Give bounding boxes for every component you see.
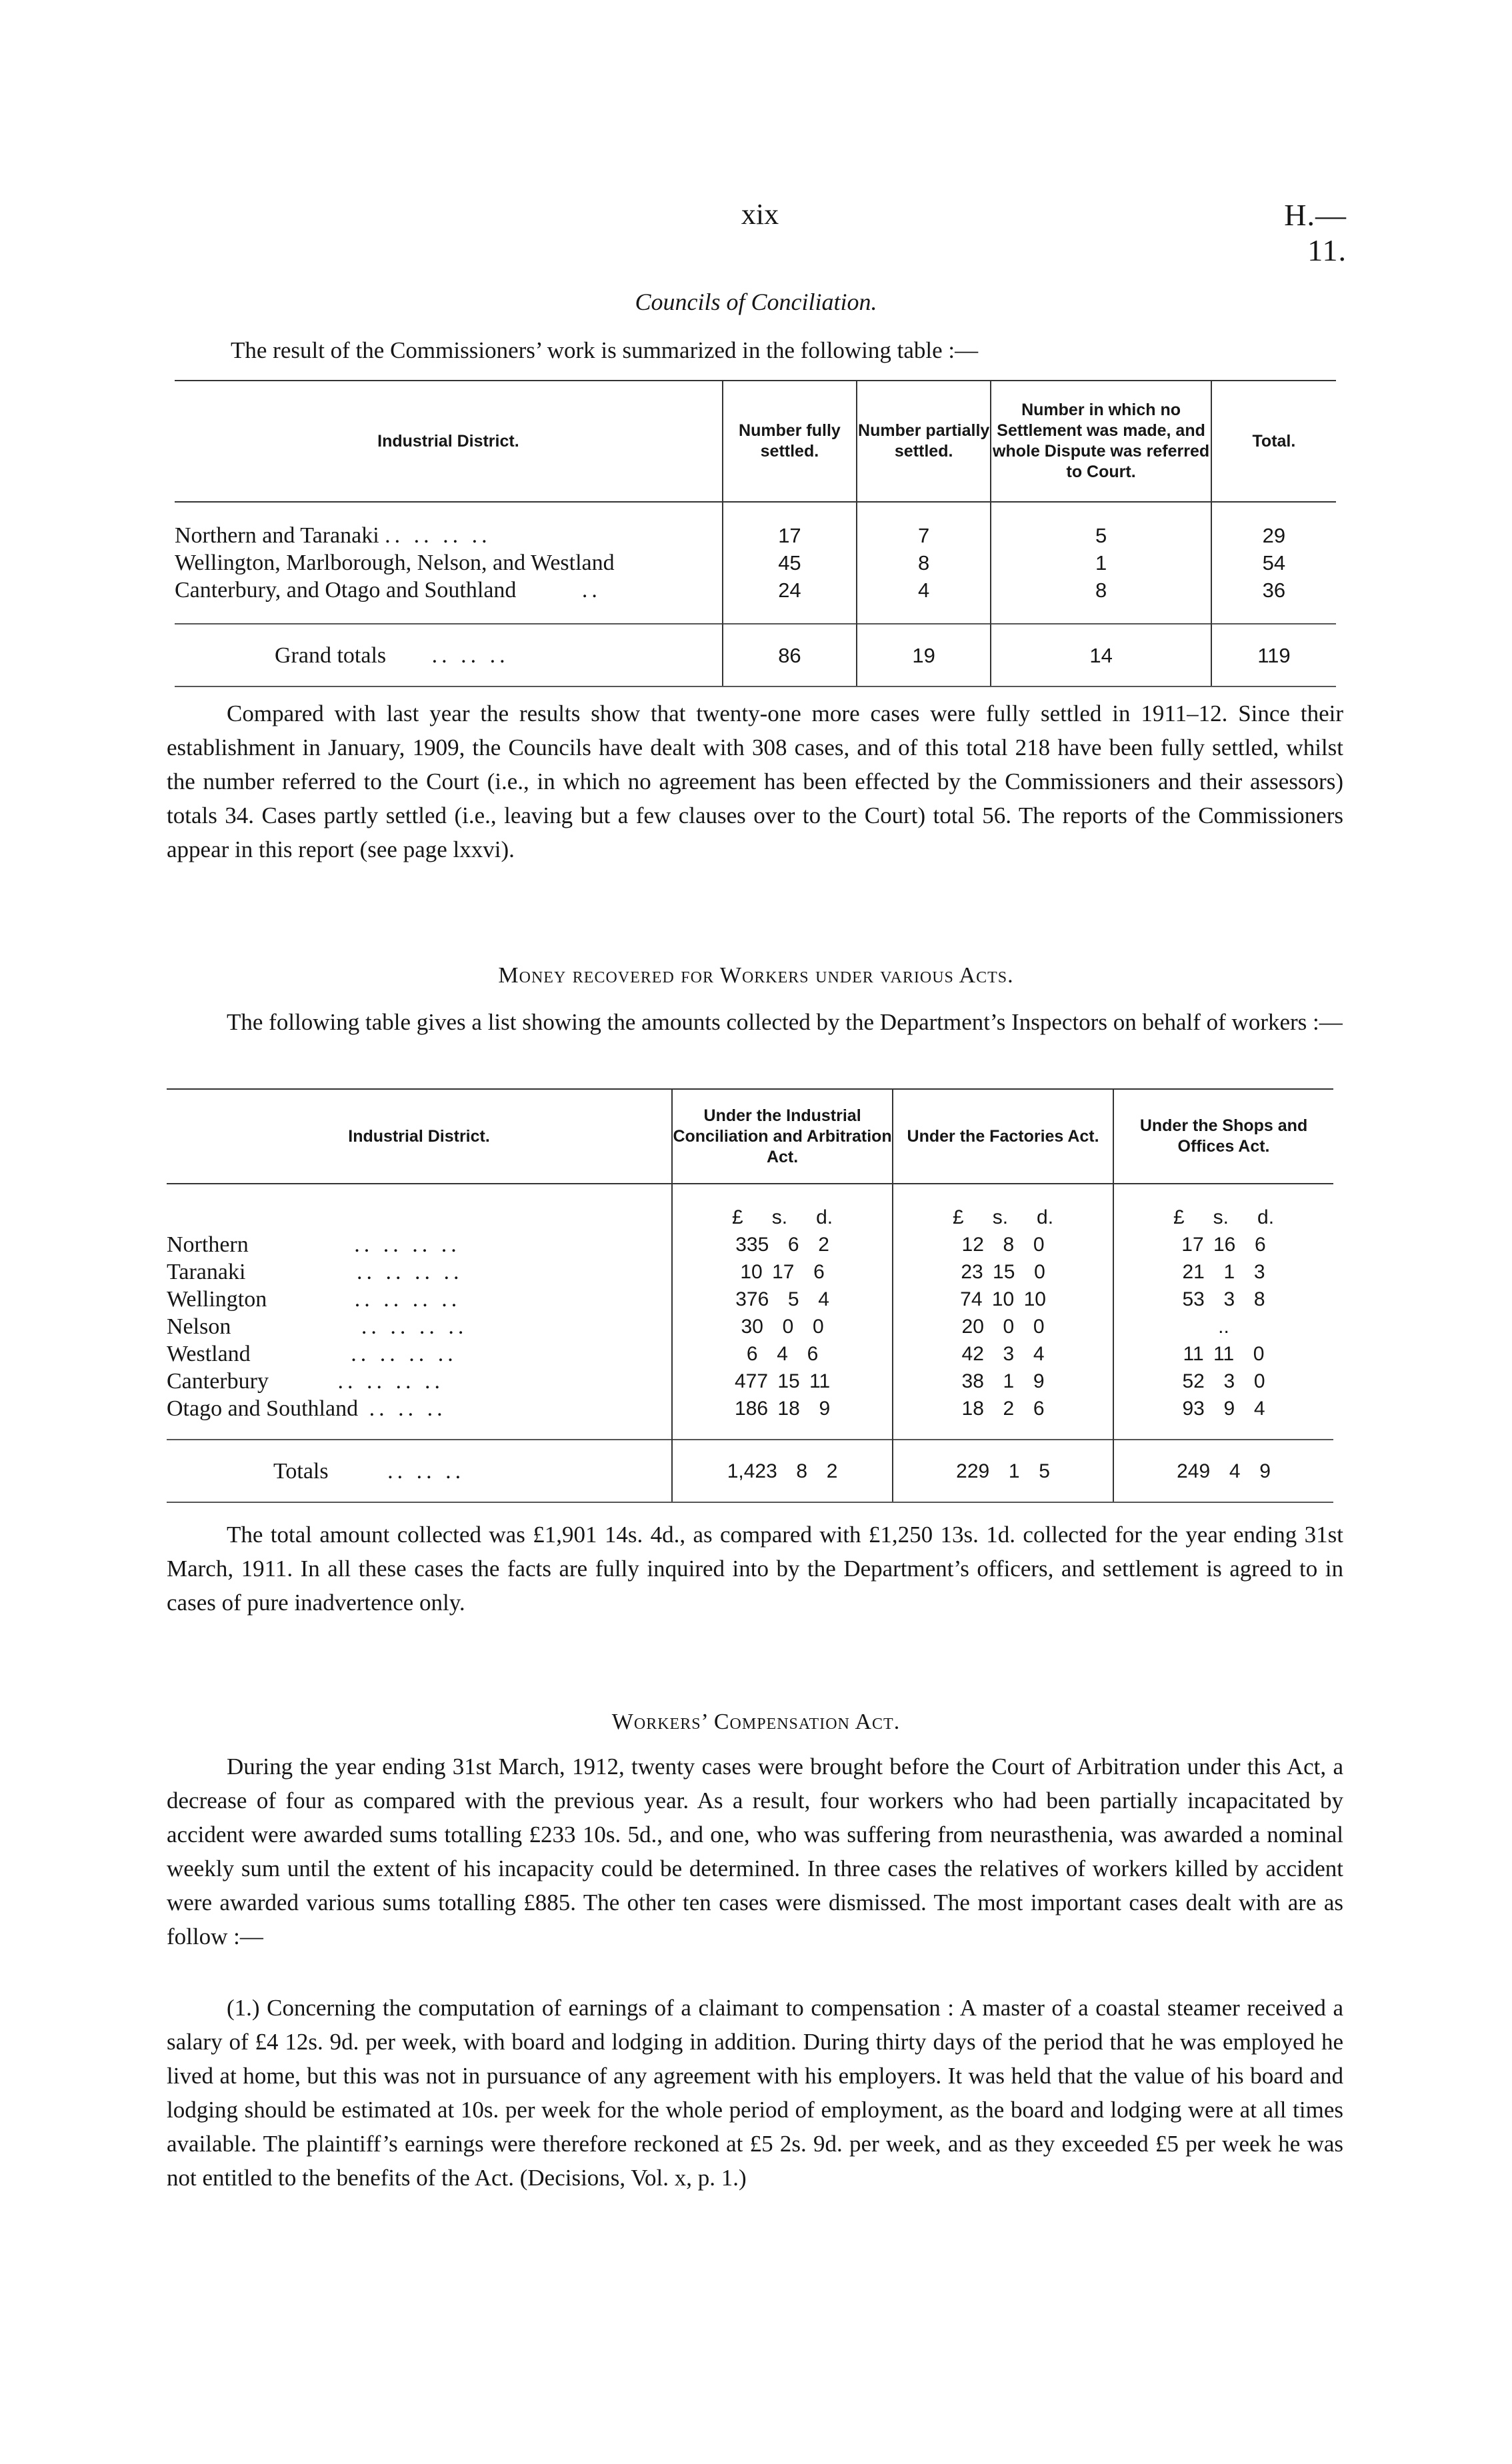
district-name: Nelson (167, 1314, 231, 1339)
cell-ica: 477 15 11 (672, 1368, 893, 1395)
cell-factories: 20 0 0 (893, 1313, 1113, 1340)
money-table (167, 1088, 1333, 1503)
leader-dots: .. .. .. .. (354, 1232, 461, 1257)
table-row (167, 1340, 1333, 1368)
cell-shops: 93 9 4 (1113, 1395, 1333, 1422)
conciliation-paragraph: Compared with last year the results show that twenty-one more cases were fully settled in 1911–12. Since their establishment in January, 1909, the Councils have dealt with 308 cases, and of this total 218 have been fully settled, whilst the number referred to the Court (i.e., in which no agreement has been effected by the Commissioners and their assessors) totals 34. Cases partly settled (i.e., leaving but a few clauses over to the Court) total 56. The reports of the Commissioners appear in this report (see page lxxvi). (167, 700, 1343, 862)
compensation-paragraph-1: During the year ending 31st March, 1912, twenty cases were brought before the Court of Arbitration under this Act, a decrease of four as compared with the previous year. As a result, four workers who had been partially incapacitated by accident were awarded sums totalling £233 10s. 5d., and one, who was suffering from neurasthenia, was awarded a nominal weekly sum until the extent of his incapacity could be determined. In three cases the relatives of workers killed by accident were awarded various sums totalling £885. The other ten cases were dismissed. The most important cases dealt with are as follow :— (167, 1754, 1343, 1949)
table-row (175, 549, 1336, 577)
total-referred: 14 (991, 624, 1211, 686)
cell-partially: 7 (857, 522, 991, 549)
cell-ica: 10 17 6 (672, 1258, 893, 1286)
col-header-district: Industrial District. (167, 1089, 672, 1184)
cell-partially: 4 (857, 577, 991, 604)
district-name: Northern and Taranaki (175, 523, 379, 548)
cell-shops: 11 11 0 (1113, 1340, 1333, 1368)
total-shops: 249 4 9 (1113, 1440, 1333, 1502)
total-partially: 19 (857, 624, 991, 686)
cell-factories: 12 8 0 (893, 1231, 1113, 1258)
cell-total: 36 (1211, 577, 1336, 604)
cell-factories: 38 1 9 (893, 1368, 1113, 1395)
cell-shops: 52 3 0 (1113, 1368, 1333, 1395)
compensation-paragraph-2: (1.) Concerning the computation of earnings of a claimant to compensation : A master of a coastal steamer received a salary of £4 12s. 9d. per week, with board and lodging in addition. During thirty days of the period that he was employed he lived at home, but this was not in pursuance of any agreement with his employers. It was held that the value of his board and lodging should be estimated at 10s. per week for the whole period of employment, as the board and lodging were at all times available. The plaintiff’s earnings were therefore reckoned at £5 2s. 9d. per week, and as they exceeded £5 per week he was not entitled to the benefits of the Act. (Decisions, Vol. x, p. 1.) (167, 1995, 1343, 2191)
leader-dots: .. .. .. .. (361, 1314, 468, 1339)
district-name: Canterbury, and Otago and Southland (175, 578, 517, 603)
cell-ica: 30 0 0 (672, 1313, 893, 1340)
cell-fully: 45 (723, 549, 857, 577)
cell-referred: 5 (991, 522, 1211, 549)
units-label: £ s. d. (893, 1204, 1113, 1231)
cell-partially: 8 (857, 549, 991, 577)
cell-ica: 6 4 6 (672, 1340, 893, 1368)
district-name: Wellington (167, 1287, 267, 1312)
col-header-shops-act: Under the Shops and Offices Act. (1113, 1089, 1333, 1184)
leader-dots: .. .. .. (431, 642, 509, 668)
leader-dots: .. .. .. .. (354, 1287, 461, 1312)
table-row (167, 1258, 1333, 1286)
district-name: Northern (167, 1232, 249, 1257)
table-row (167, 1286, 1333, 1313)
table-row (167, 1368, 1333, 1395)
cell-total: 54 (1211, 549, 1336, 577)
cell-ica: 376 5 4 (672, 1286, 893, 1313)
table-row (167, 1313, 1333, 1340)
leader-dots: .. .. .. (387, 1458, 465, 1484)
col-header-fully-settled: Number fully settled. (723, 381, 857, 502)
page-number: xix (741, 198, 779, 231)
units-label: £ s. d. (1113, 1204, 1333, 1231)
cell-factories: 42 3 4 (893, 1340, 1113, 1368)
total-grand: 119 (1211, 624, 1336, 686)
money-paragraph: The total amount collected was £1,901 14s. 4d., as compared with £1,250 13s. 1d. collected for the year ending 31st March, 1911. In all these cases the facts are fully inquired into by the Department’s officers, and settlement is agreed to in cases of pure inadvertence only. (167, 1522, 1343, 1616)
leader-dots: .. (581, 578, 601, 603)
leader-dots: .. .. .. .. (337, 1369, 444, 1394)
col-header-referred: Number in which no Settlement was made, and whole Dispute was referred to Court. (991, 381, 1211, 502)
col-header-district: Industrial District. (175, 381, 723, 502)
col-header-partially-settled: Number partially settled. (857, 381, 991, 502)
table-row (167, 1395, 1333, 1422)
district-name: Taranaki (167, 1260, 246, 1284)
cell-ica: 335 6 2 (672, 1231, 893, 1258)
leader-dots: .. .. .. .. (356, 1260, 463, 1284)
cell-factories: 18 2 6 (893, 1395, 1113, 1422)
cell-fully: 24 (723, 577, 857, 604)
cell-shops: 21 1 3 (1113, 1258, 1333, 1286)
cell-referred: 1 (991, 549, 1211, 577)
totals-label: Grand totals (275, 642, 387, 668)
table-row (175, 522, 1336, 549)
district-name: Otago and Southland (167, 1396, 359, 1421)
cell-factories: 23 15 0 (893, 1258, 1113, 1286)
col-header-factories-act: Under the Factories Act. (893, 1089, 1113, 1184)
leader-dots: .. .. .. (369, 1396, 447, 1421)
conciliation-intro: The result of the Commissioners’ work is summarized in the following table :— (231, 337, 979, 363)
leader-dots: .. .. .. .. (385, 523, 491, 548)
total-factories: 229 1 5 (893, 1440, 1113, 1502)
section-heading-money: Money recovered for Workers under various Acts. (498, 963, 1014, 988)
section-heading-conciliation: Councils of Conciliation. (635, 289, 877, 315)
cell-shops: 17 16 6 (1113, 1231, 1333, 1258)
totals-row (167, 1440, 1333, 1502)
totals-label: Totals (273, 1458, 329, 1484)
col-header-ica-act: Under the Industrial Conciliation and Arbitration Act. (672, 1089, 893, 1184)
cell-total: 29 (1211, 522, 1336, 549)
cell-shops: .. (1113, 1313, 1333, 1340)
table-row (175, 577, 1336, 604)
cell-referred: 8 (991, 577, 1211, 604)
units-label: £ s. d. (672, 1204, 893, 1231)
money-intro: The following table gives a list showing the amounts collected by the Department’s Inspectors on behalf of workers :— (227, 1009, 1343, 1035)
document-reference: H.—11. (1284, 198, 1347, 267)
leader-dots: .. .. .. .. (351, 1342, 457, 1366)
currency-units-row (167, 1204, 1333, 1231)
total-ica: 1,423 8 2 (672, 1440, 893, 1502)
conciliation-table (175, 380, 1336, 687)
total-fully: 86 (723, 624, 857, 686)
cell-ica: 186 18 9 (672, 1395, 893, 1422)
totals-row (175, 624, 1336, 686)
table-row (167, 1231, 1333, 1258)
section-heading-compensation: Workers’ Compensation Act. (611, 1710, 901, 1734)
district-name: Wellington, Marlborough, Nelson, and Westland (175, 551, 615, 575)
district-name: Westland (167, 1342, 251, 1366)
cell-fully: 17 (723, 522, 857, 549)
cell-factories: 74 10 10 (893, 1286, 1113, 1313)
district-name: Canterbury (167, 1369, 269, 1394)
col-header-total: Total. (1211, 381, 1336, 502)
cell-shops: 53 3 8 (1113, 1286, 1333, 1313)
